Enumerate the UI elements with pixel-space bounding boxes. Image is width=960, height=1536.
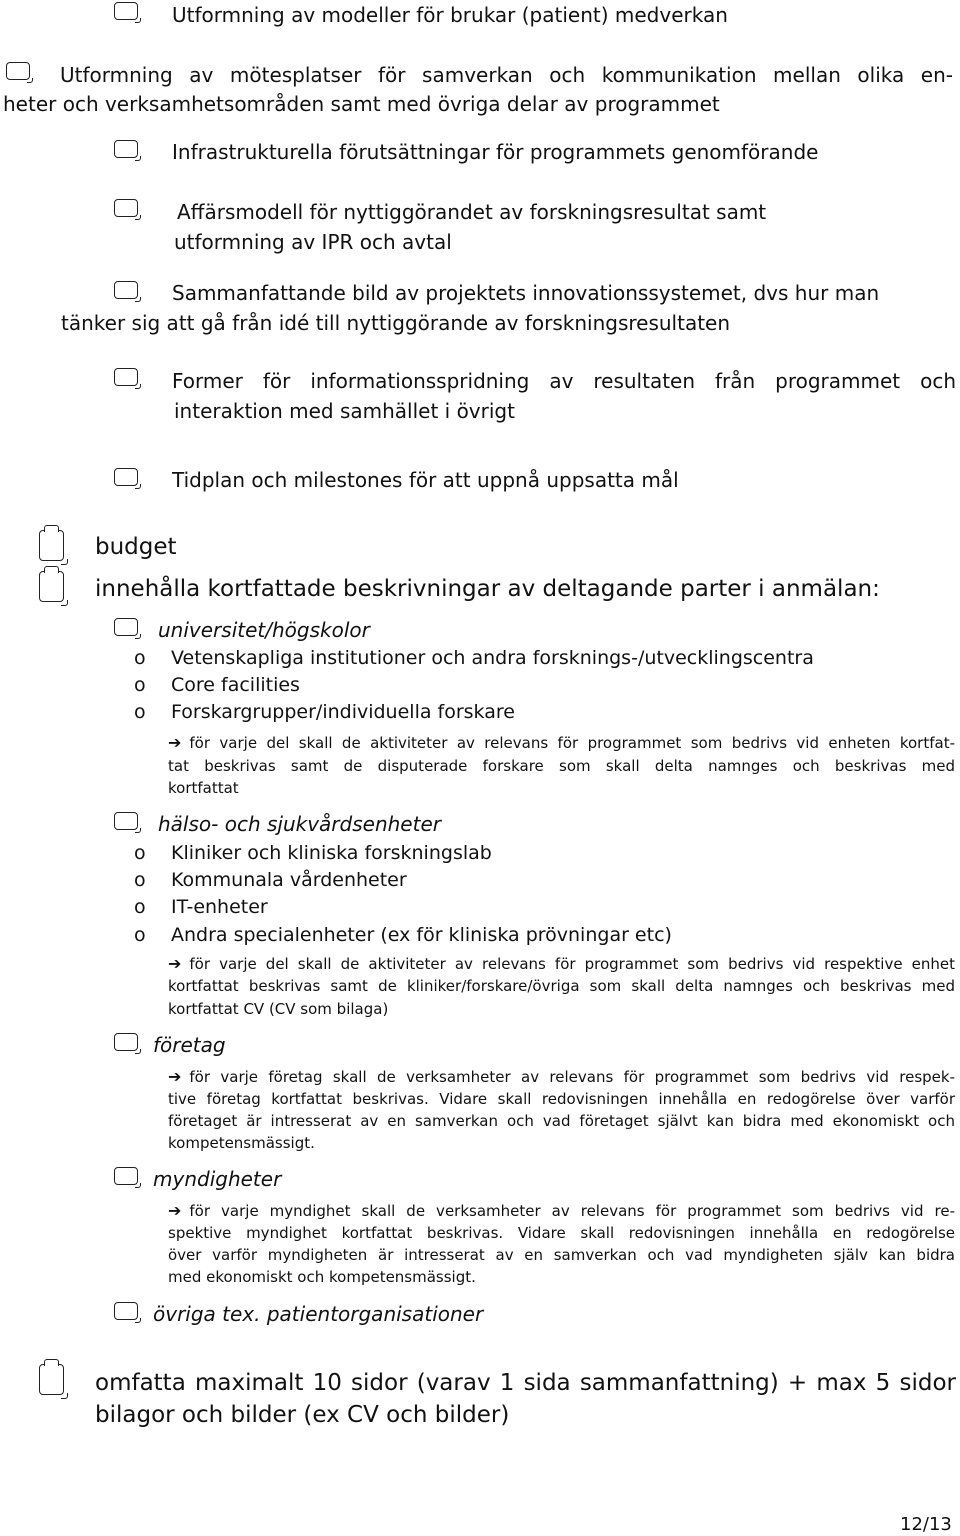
universitet-note-line3: kortfattat [168, 779, 239, 797]
halso-note-line2: kortfattat beskrivas samt de kliniker/forskare/övriga som skall delta namnges och beskrivas med [168, 977, 955, 995]
checkbox-icon[interactable] [114, 199, 138, 217]
arrow-right-icon: ➔ [168, 1067, 182, 1086]
item-motesplatser-line1: Utformning av mötesplatser för samverkan och kommunikation mellan olika en- [60, 63, 953, 87]
halso-bullet: Kliniker och kliniska forskningslab [171, 842, 492, 864]
clipboard-checkbox-icon[interactable] [39, 1364, 64, 1395]
item-former-line1: Former för informationsspridning av resultaten från programmet och [172, 369, 956, 393]
myndigheter-note-line3: över varför myndigheten är intresserat av en samverkan och vad myndigheten själv kan bidra [168, 1246, 955, 1264]
bullet-icon: o [134, 869, 146, 891]
page-number: 12/13 [900, 1514, 952, 1535]
bullet-icon: o [134, 924, 146, 946]
foretag-heading: företag [153, 1033, 226, 1057]
bullet-icon: o [134, 701, 146, 723]
bullet-icon: o [134, 674, 146, 696]
clipboard-checkbox-icon[interactable] [39, 530, 64, 561]
halso-heading: hälso- och sjukvårdsenheter [158, 812, 441, 836]
myndigheter-note-line1: ➔ för varje myndighet skall de verksamheter av relevans för programmet som bedrivs vid re- [168, 1201, 955, 1220]
bullet-icon: o [134, 896, 146, 918]
item-modeller: Utformning av modeller för brukar (patient) medverkan [172, 3, 728, 27]
foretag-note-line4: kompetensmässigt. [168, 1134, 315, 1152]
item-infrastruktur: Infrastrukturella förutsättningar för programmets genomförande [172, 140, 819, 164]
bullet-icon: o [134, 647, 146, 669]
halso-bullet: Andra specialenheter (ex för kliniska prövningar etc) [171, 924, 672, 946]
checkbox-icon[interactable] [114, 812, 138, 830]
myndigheter-note-line2: spektive myndighet kortfattat beskrivas. Vidare skall redovisningen innehålla en redogörelse [168, 1224, 955, 1242]
omfatta-line1: omfatta maximalt 10 sidor (varav 1 sida sammanfattning) + max 5 sidor [95, 1370, 956, 1396]
checkbox-icon[interactable] [114, 368, 138, 386]
halso-bullet: IT-enheter [171, 896, 268, 918]
checkbox-icon[interactable] [6, 62, 30, 80]
item-affarsmodell-line2: utformning av IPR och avtal [174, 230, 452, 254]
checkbox-icon[interactable] [114, 281, 138, 299]
item-former-line2: interaktion med samhället i övrigt [174, 399, 515, 423]
universitet-note-line2: tat beskrivas samt de disputerade forskare som skall delta namnges och beskrivas med [168, 757, 955, 775]
ovriga-heading: övriga tex. patientorganisationer [153, 1302, 484, 1326]
checkbox-icon[interactable] [114, 1033, 138, 1051]
item-tidplan: Tidplan och milestones för att uppnå uppsatta mål [172, 468, 679, 492]
checkbox-icon[interactable] [114, 468, 138, 486]
omfatta-line2: bilagor och bilder (ex CV och bilder) [95, 1402, 510, 1428]
item-motesplatser-line2: heter och verksamhetsområden samt med övriga delar av programmet [3, 92, 720, 116]
clipboard-checkbox-icon[interactable] [39, 571, 64, 602]
myndigheter-heading: myndigheter [153, 1167, 282, 1191]
universitet-bullet: Core facilities [171, 674, 300, 696]
foretag-note-line3: företaget är intresserat av en samverkan och vad företaget självt kan bidra med ekonomiskt och [168, 1112, 955, 1130]
arrow-right-icon: ➔ [168, 733, 182, 752]
item-sammanfattande-line2: tänker sig att gå från idé till nyttiggörande av forskningsresultaten [61, 311, 731, 335]
checkbox-icon[interactable] [114, 1302, 138, 1320]
halso-bullet: Kommunala vårdenheter [171, 869, 407, 891]
bullet-icon: o [134, 842, 146, 864]
budget-label: budget [95, 534, 177, 560]
foretag-note-line1: ➔ för varje företag skall de verksamheter av relevans för programmet som bedrivs vid respek- [168, 1067, 955, 1086]
innehalla-label: innehålla kortfattade beskrivningar av deltagande parter i anmälan: [95, 576, 880, 602]
arrow-right-icon: ➔ [168, 1201, 182, 1220]
universitet-bullet: Forskargrupper/individuella forskare [171, 701, 515, 723]
checkbox-icon[interactable] [114, 140, 138, 158]
checkbox-icon[interactable] [114, 2, 138, 20]
universitet-note-line1: ➔ för varje del skall de aktiviteter av relevans för programmet som bedrivs vid enheten kortfat- [168, 733, 955, 752]
item-affarsmodell-line1: Affärsmodell för nyttiggörandet av forskningsresultat samt [177, 200, 767, 224]
myndigheter-note-line4: med ekonomiskt och kompetensmässigt. [168, 1268, 476, 1286]
item-sammanfattande-line1: Sammanfattande bild av projektets innovationssystemet, dvs hur man [172, 281, 880, 305]
foretag-note-line2: tive företag kortfattat beskrivas. Vidare skall redovisningen innehålla en redogörelse över varför [168, 1090, 955, 1108]
checkbox-icon[interactable] [114, 1167, 138, 1185]
checkbox-icon[interactable] [114, 618, 138, 636]
universitet-bullet: Vetenskapliga institutioner och andra forsknings-/utvecklingscentra [171, 647, 814, 669]
arrow-right-icon: ➔ [168, 954, 182, 973]
halso-note-line1: ➔ för varje del skall de aktiviteter av relevans för programmet som bedrivs vid respektive enhet [168, 954, 955, 973]
universitet-heading: universitet/högskolor [158, 618, 370, 642]
halso-note-line3: kortfattat CV (CV som bilaga) [168, 1000, 389, 1018]
